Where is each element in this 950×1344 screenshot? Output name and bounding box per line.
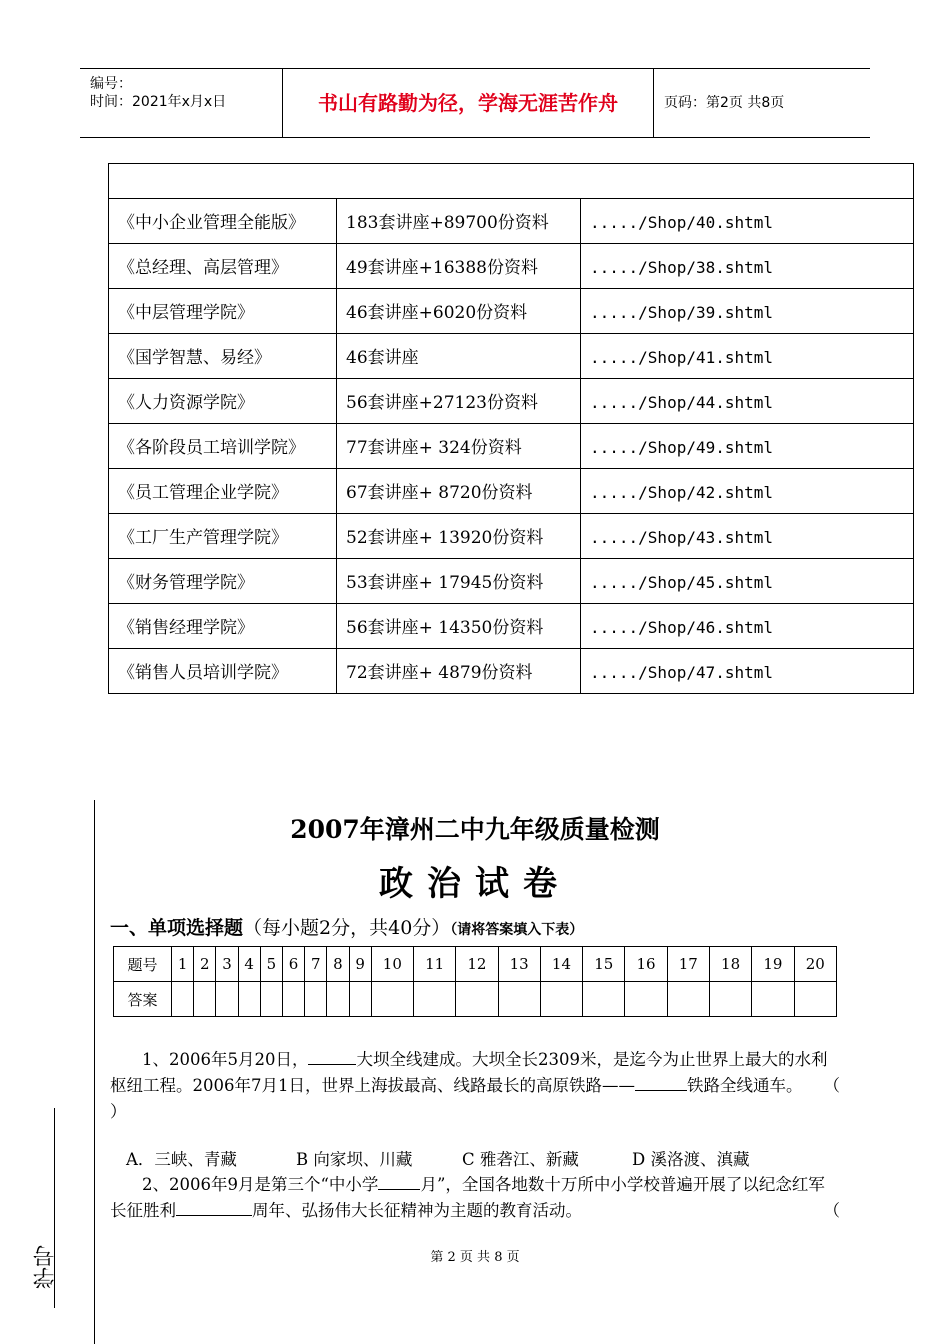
answer-cell[interactable]: [413, 982, 455, 1017]
table-row: [109, 424, 914, 469]
answer-number-cell: 17: [667, 947, 709, 982]
resource-content: 56套讲座+27123份资料: [337, 379, 581, 424]
resource-link[interactable]: ...../Shop/41.shtml: [581, 334, 914, 379]
question-1-text-a: 1、2006年5月20日，: [142, 1050, 309, 1069]
answer-number-cell: 8: [327, 947, 349, 982]
resource-content: 77套讲座+ 324份资料: [337, 424, 581, 469]
table-row: [109, 469, 914, 514]
resource-content: 46套讲座: [337, 334, 581, 379]
resource-name: 《中层管理学院》: [109, 289, 337, 334]
resource-name: 《人力资源学院》: [109, 379, 337, 424]
option-c[interactable]: C 雅砻江、新藏: [462, 1150, 579, 1169]
answer-number-cell: 14: [540, 947, 582, 982]
table-row: [109, 604, 914, 649]
answer-number-cell: 6: [282, 947, 304, 982]
resource-link[interactable]: ...../Shop/47.shtml: [581, 649, 914, 694]
answer-cell[interactable]: [327, 982, 349, 1017]
question-1: [110, 1047, 840, 1125]
answer-number-cell: 20: [794, 947, 837, 982]
table-row: [109, 559, 914, 604]
resource-link[interactable]: ...../Shop/43.shtml: [581, 514, 914, 559]
question-2-paren-open: （: [823, 1201, 840, 1220]
resource-name: 《财务管理学院》: [109, 559, 337, 604]
question-2: [110, 1172, 840, 1224]
resource-content: 67套讲座+ 8720份资料: [337, 469, 581, 514]
section-note: （请将答案填入下表）: [450, 922, 584, 938]
answer-cell[interactable]: [305, 982, 327, 1017]
resource-name: 《销售经理学院》: [109, 604, 337, 649]
answer-cell[interactable]: [667, 982, 709, 1017]
answer-number-cell: 12: [456, 947, 498, 982]
answer-number-cell: 16: [625, 947, 667, 982]
question-1-options: [110, 1147, 840, 1173]
answer-cell[interactable]: [794, 982, 837, 1017]
resource-link[interactable]: ...../Shop/49.shtml: [581, 424, 914, 469]
exam-title: 2007年漳州二中九年级质量检测: [290, 815, 660, 844]
answer-cell[interactable]: [498, 982, 540, 1017]
header-meta: [80, 69, 283, 137]
question-1-paren-close: ）: [110, 1102, 127, 1121]
resource-link[interactable]: ...../Shop/45.shtml: [581, 559, 914, 604]
answer-cell[interactable]: [625, 982, 667, 1017]
answer-number-cell: 18: [709, 947, 751, 982]
answer-number-cell: 19: [752, 947, 794, 982]
answer-cell[interactable]: [260, 982, 282, 1017]
resource-name: 《各阶段员工培训学院》: [109, 424, 337, 469]
question-2-blank-1[interactable]: [378, 1173, 420, 1191]
answer-number-cell: 4: [238, 947, 260, 982]
answer-table-answer-row: [114, 982, 837, 1017]
table-row: [109, 379, 914, 424]
table-row: [109, 199, 914, 244]
answer-number-cell: 3: [216, 947, 238, 982]
answer-number-cell: 1: [172, 947, 194, 982]
resource-content: 46套讲座+6020份资料: [337, 289, 581, 334]
resource-name: 《中小企业管理全能版》: [109, 199, 337, 244]
section-desc: （每小题2分，共40分）: [243, 917, 451, 939]
table-row-empty: [109, 164, 914, 199]
answer-table-number-row: [114, 947, 837, 982]
resource-name: 《国学智慧、易经》: [109, 334, 337, 379]
answer-number-cell: 11: [413, 947, 455, 982]
question-1-text-c: 铁路全线通车。: [687, 1076, 803, 1095]
table-row: [109, 514, 914, 559]
answer-cell[interactable]: [194, 982, 216, 1017]
table-row: [109, 289, 914, 334]
section-heading-text: 一、单项选择题: [110, 917, 244, 939]
question-1-text-b: 大坝全线建成。大坝全长2309米，是迄今为止世界上最大的水利枢纽工程。2006年7月1日，世界上海拔最高、线路最长的高原铁路——: [110, 1050, 828, 1095]
resource-name: 《员工管理企业学院》: [109, 469, 337, 514]
answer-number-cell: 13: [498, 947, 540, 982]
option-d[interactable]: D 溪洛渡、滇藏: [632, 1150, 750, 1169]
answer-number-cell: 10: [371, 947, 413, 982]
option-a[interactable]: A．三峡、青藏: [126, 1150, 237, 1169]
page-footer: 第 2 页 共 8 页: [430, 1250, 520, 1265]
resource-link[interactable]: ...../Shop/46.shtml: [581, 604, 914, 649]
resource-content: 56套讲座+ 14350份资料: [337, 604, 581, 649]
table-row: [109, 649, 914, 694]
resource-link[interactable]: ...../Shop/38.shtml: [581, 244, 914, 289]
page-header: [80, 68, 870, 138]
question-2-text-a: 2、2006年9月是第三个“中小学: [142, 1175, 379, 1194]
resource-name: 《销售人员培训学院》: [109, 649, 337, 694]
resource-content: 183套讲座+89700份资料: [337, 199, 581, 244]
resource-content: 49套讲座+16388份资料: [337, 244, 581, 289]
answer-cell[interactable]: [172, 982, 194, 1017]
answer-number-cell: 9: [349, 947, 371, 982]
resource-name: 《工厂生产管理学院》: [109, 514, 337, 559]
question-2-text-c: 周年、弘扬伟大长征精神为主题的教育活动。: [252, 1201, 582, 1220]
answer-row-label-answer: 答案: [114, 982, 172, 1017]
exam-subtitle: 政治试卷: [379, 864, 571, 904]
option-b[interactable]: B 向家坝、川藏: [296, 1150, 413, 1169]
resource-content: 52套讲座+ 13920份资料: [337, 514, 581, 559]
question-2-blank-2[interactable]: [176, 1199, 252, 1217]
answer-table: [113, 946, 837, 1017]
answer-number-cell: 7: [305, 947, 327, 982]
answer-number-cell: 5: [260, 947, 282, 982]
answer-cell[interactable]: [752, 982, 794, 1017]
section-heading: [110, 913, 583, 940]
resource-table: [108, 163, 914, 694]
resource-content: 53套讲座+ 17945份资料: [337, 559, 581, 604]
answer-cell[interactable]: [709, 982, 751, 1017]
resource-link[interactable]: ...../Shop/42.shtml: [581, 469, 914, 514]
student-id-label: 学号: [33, 1245, 58, 1289]
answer-cell[interactable]: [540, 982, 582, 1017]
answer-cell[interactable]: [456, 982, 498, 1017]
answer-cell[interactable]: [238, 982, 260, 1017]
header-page-info: 页码：第2页 共8页: [664, 95, 785, 111]
table-row: [109, 334, 914, 379]
question-2-text-b: 月”，全国各地数十万所中小学校普遍开展了以纪念红军长征胜利: [110, 1175, 825, 1220]
header-motto: 书山有路勤为径，学海无涯苦作舟: [283, 69, 654, 137]
answer-number-cell: 15: [583, 947, 625, 982]
code-label: 编号：: [90, 76, 132, 92]
question-1-blank-2[interactable]: [635, 1074, 687, 1092]
answer-cell[interactable]: [282, 982, 304, 1017]
answer-cell[interactable]: [216, 982, 238, 1017]
resource-link[interactable]: ...../Shop/44.shtml: [581, 379, 914, 424]
date-label: 时间：2021年x月x日: [90, 94, 227, 110]
question-1-paren-open: （: [823, 1076, 840, 1095]
answer-row-label-number: 题号: [114, 947, 172, 982]
resource-content: 72套讲座+ 4879份资料: [337, 649, 581, 694]
answer-number-cell: 2: [194, 947, 216, 982]
question-1-blank-1[interactable]: [308, 1048, 356, 1066]
answer-cell[interactable]: [583, 982, 625, 1017]
table-row: [109, 244, 914, 289]
resource-link[interactable]: ...../Shop/40.shtml: [581, 199, 914, 244]
answer-cell[interactable]: [349, 982, 371, 1017]
answer-cell[interactable]: [371, 982, 413, 1017]
resource-name: 《总经理、高层管理》: [109, 244, 337, 289]
resource-link[interactable]: ...../Shop/39.shtml: [581, 289, 914, 334]
